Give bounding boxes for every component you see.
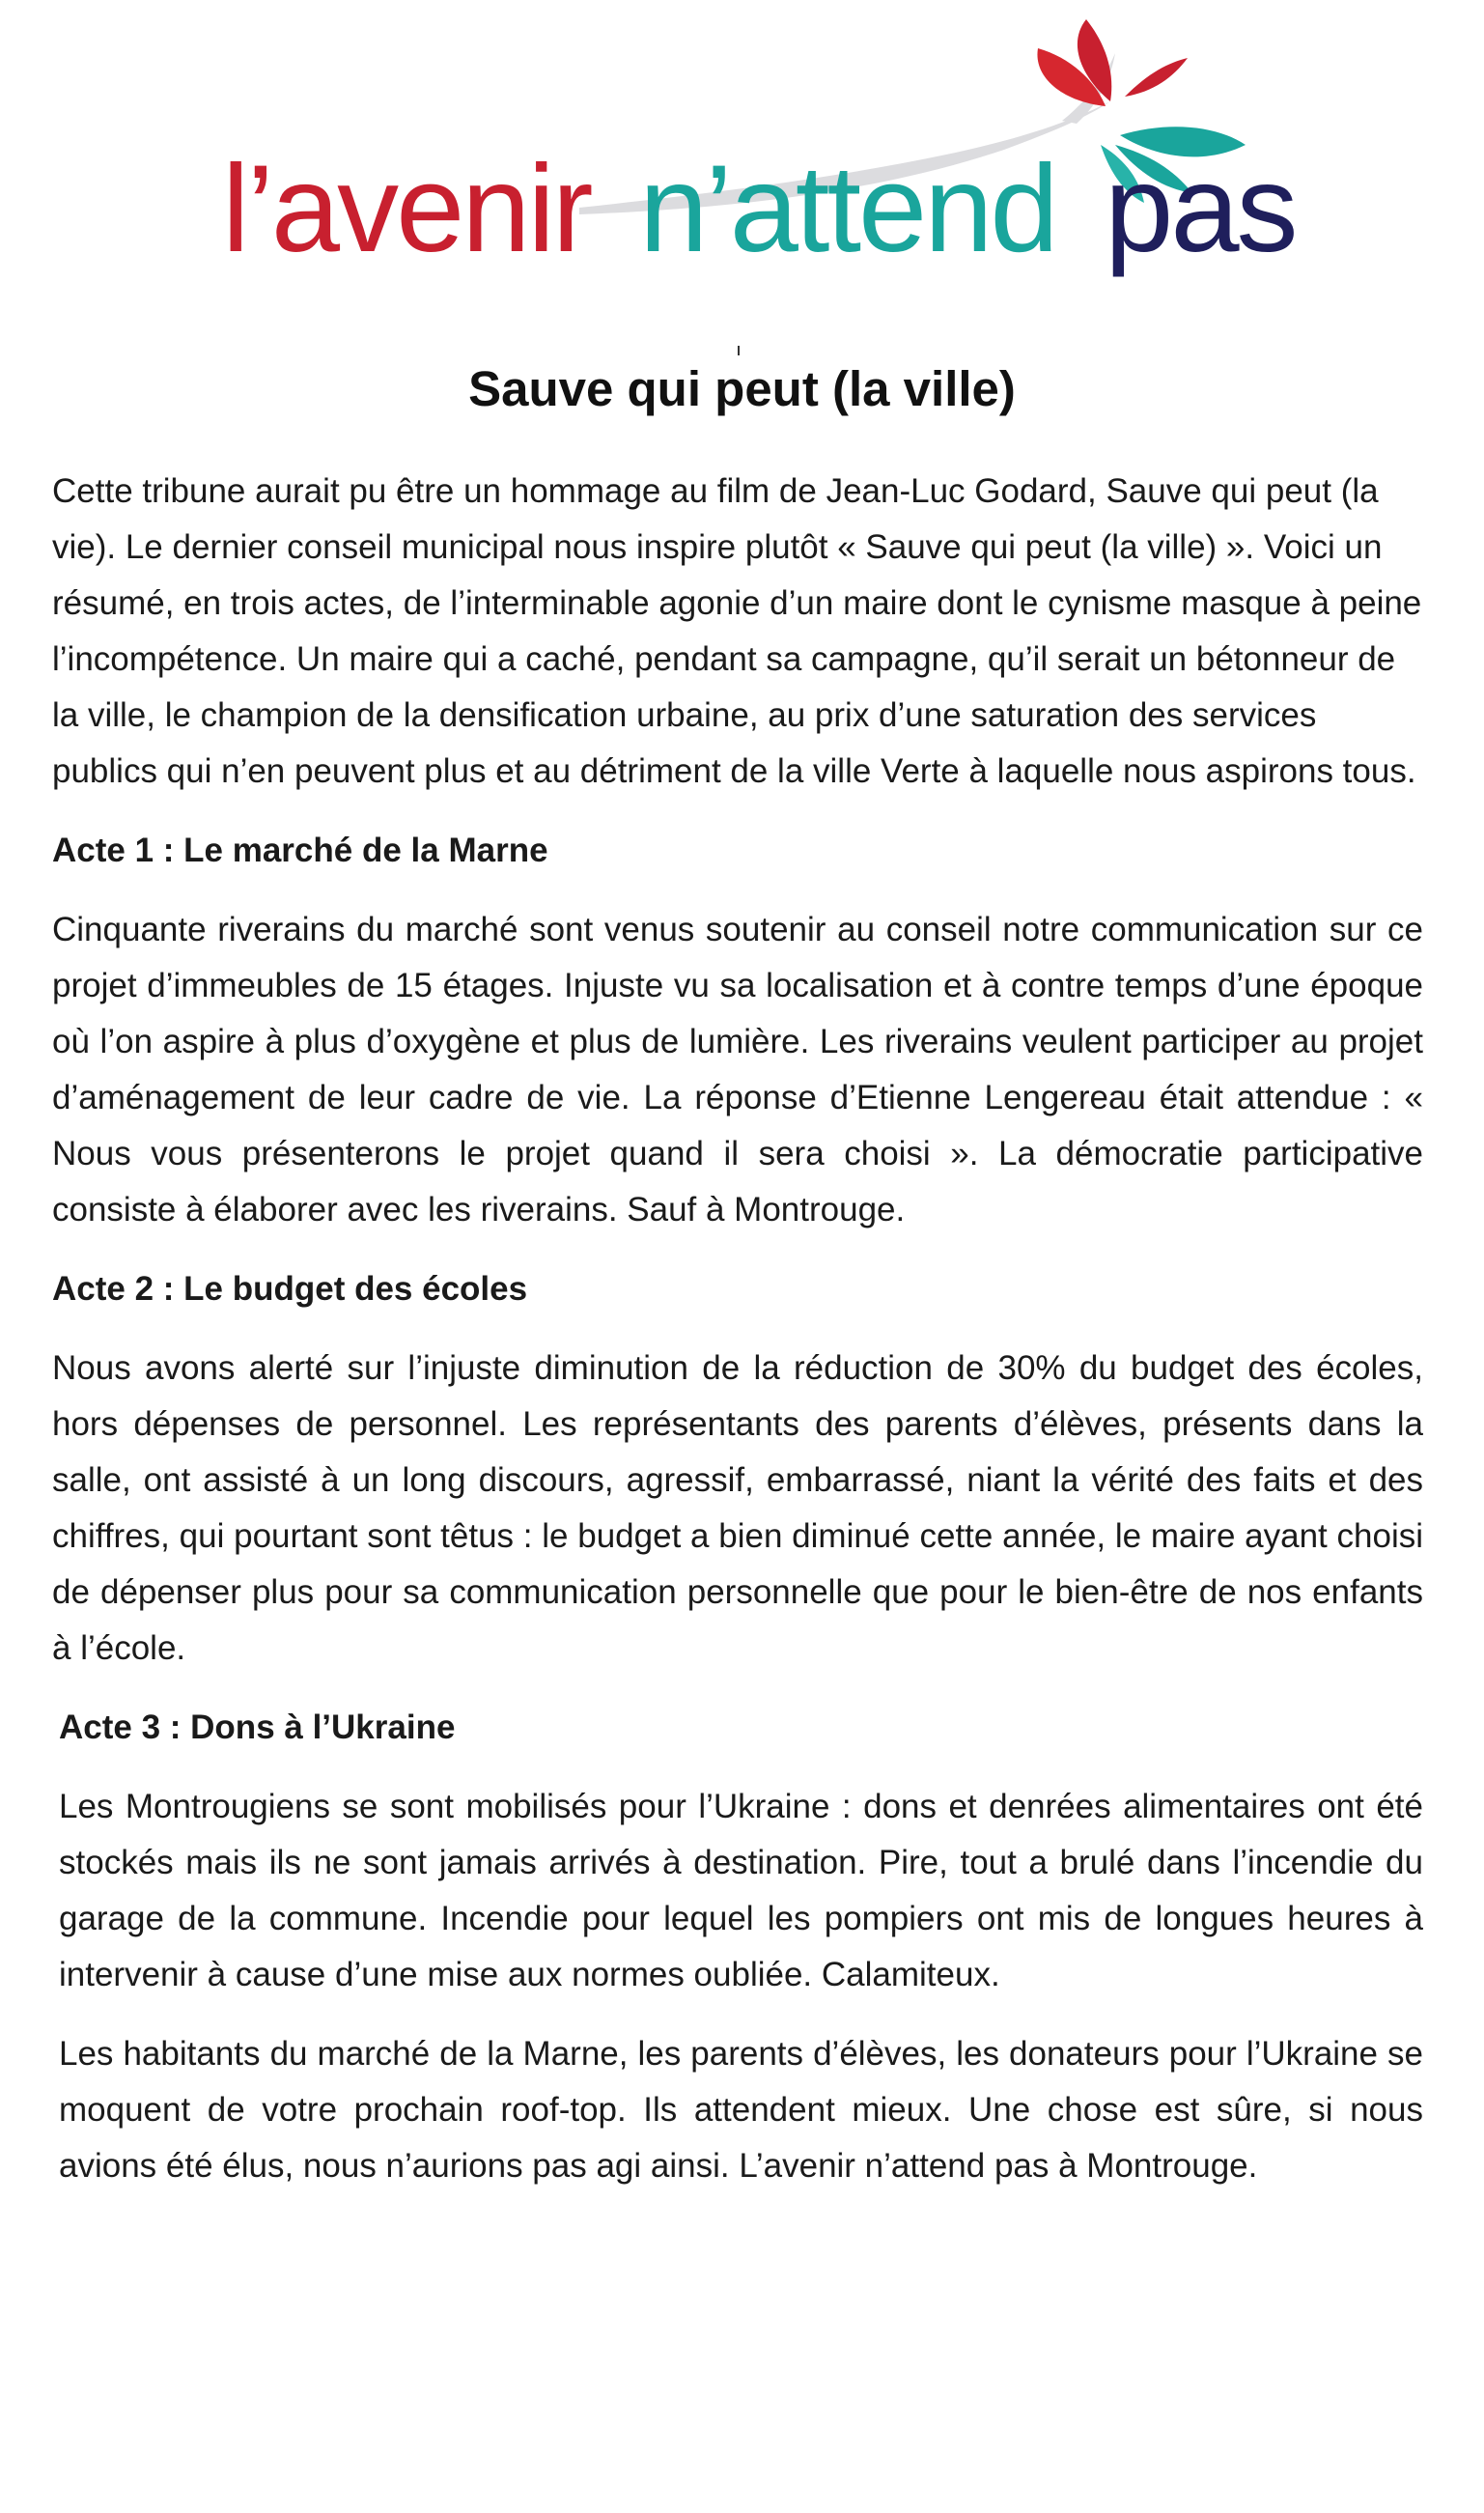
conclusion-paragraph: Les habitants du marché de la Marne, les parents d’élèves, les donateurs pour l’Ukraine se moquent de votre prochain roof-top. Ils attendent mieux. Une chose est sûre, si nous avions été élus, nous n’aurions pas agi ainsi. L’avenir n’attend pas à Montrouge. (59, 2035, 1423, 2185)
intro-paragraph: Cette tribune aurait pu être un hommage au film de Jean-Luc Godard, Sauve qui peut (la vie). Le dernier conseil municipal nous inspire plutôt « Sauve qui peut (la ville) ». Voici un résumé, en trois actes, de l’interminable agonie d’un maire dont le cynisme masque à peine l’incompétence. Un maire qui a caché, pendant sa campagne, qu’il serait un bétonneur de la ville, le champion de la densification urbaine, au prix d’une saturation des services publics qui n’en peuvent plus et au détriment de la ville Verte à laquelle nous aspirons tous. (52, 472, 1422, 790)
logo-text-red: l’avenir (222, 140, 591, 278)
act2-heading: Acte 2 : Le budget des écoles (52, 1270, 528, 1308)
act2-paragraph: Nous avons alerté sur l’injuste diminution de la réduction de 30% du budget des écoles, hors dépenses de personnel. Les représentants des parents d’élèves, présents dans la salle, ont assisté à un long discours, agressif, embarrassé, niant la vérité des faits et des chiffres, qui pourtant sont têtus : le budget a bien diminué cette année, le maire ayant choisi de dépenser plus pour sa communication personnelle que pour le bien-être de nos enfants à l’école. (52, 1349, 1423, 1667)
article-body (52, 464, 1423, 2194)
logo-red-leaf-3 (1125, 58, 1188, 97)
act3-paragraph: Les Montrougiens se sont mobilisés pour l’Ukraine : dons et denrées alimentaires ont été stockés mais ils ne sont jamais arrivés à destination. Pire, tout a brulé dans l’incendie du garage de la commune. Incendie pour lequel les pompiers ont mis de longues heures à intervenir à cause d’une mise aux normes oubliée. Calamiteux. (59, 1788, 1423, 1993)
logo (212, 10, 1296, 290)
act3-heading: Acte 3 : Dons à l’Ukraine (59, 1708, 456, 1746)
logo-text-teal: n’attend (639, 140, 1056, 278)
svg-text:l’avenir n’attend (222, 140, 1296, 278)
act1-heading: Acte 1 : Le marché de la Marne (52, 832, 548, 869)
act1-paragraph: Cinquante riverains du marché sont venus soutenir au conseil notre communication sur ce projet d’immeubles de 15 étages. Injuste vu sa localisation et à contre temps d’une époque où l’on aspire à plus d’oxygène et plus de lumière. Les riverains veulent participer au projet d’aménagement de leur cadre de vie. La réponse d’Etienne Lengereau était attendue : « Nous vous présenterons le projet quand il sera choisi ». La démocratie participative consiste à élaborer avec les riverains. Sauf à Montrouge. (52, 911, 1423, 1228)
logo-graphic (212, 10, 1296, 290)
logo-text-navy: pas (1105, 140, 1296, 278)
tick-mark (738, 346, 740, 355)
article-title: Sauve qui peut (la ville) (468, 361, 1016, 416)
